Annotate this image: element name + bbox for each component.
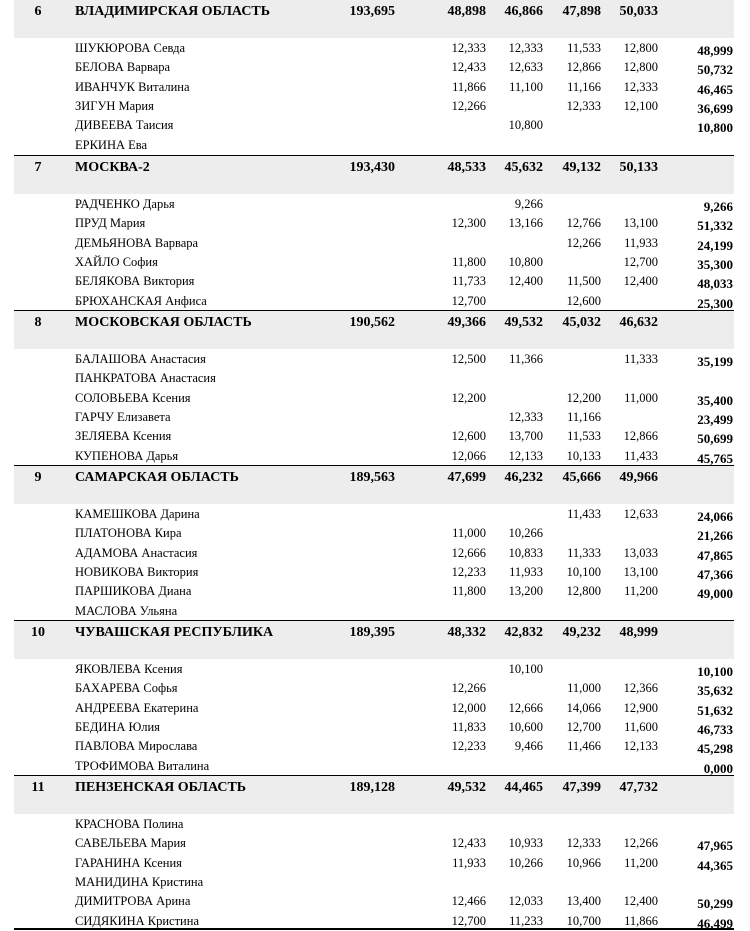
team-apparatus-score: 49,532 xyxy=(447,780,486,795)
athlete-name: БЕЛЯКОВА Виктория xyxy=(75,274,195,289)
athlete-score: 13,100 xyxy=(623,216,658,231)
athlete-score: 10,133 xyxy=(566,448,601,463)
athlete-score: 12,700 xyxy=(623,254,658,269)
athlete-score: 12,400 xyxy=(623,894,658,909)
athlete-score: 12,600 xyxy=(451,429,486,444)
athlete-name: ПАНКРАТОВА Анастасия xyxy=(75,371,216,386)
team-total: 193,430 xyxy=(349,160,395,175)
team-apparatus-score: 48,533 xyxy=(447,160,486,175)
athlete-total: 46,733 xyxy=(697,721,733,737)
team-name: САМАРСКАЯ ОБЛАСТЬ xyxy=(75,470,239,485)
athlete-total: 35,632 xyxy=(697,683,733,699)
athlete-total: 35,400 xyxy=(697,392,733,408)
athlete-score: 12,666 xyxy=(451,545,486,560)
team-apparatus-score: 46,866 xyxy=(504,4,543,19)
athlete-score: 12,200 xyxy=(566,390,601,405)
athlete-score: 11,333 xyxy=(567,545,601,560)
athlete-score: 13,700 xyxy=(508,429,543,444)
athlete-score: 12,600 xyxy=(566,293,601,308)
athlete-score: 12,233 xyxy=(451,739,486,754)
team-total: 193,695 xyxy=(349,4,395,19)
athlete-score: 12,433 xyxy=(451,836,486,851)
athlete-total: 49,000 xyxy=(697,586,733,602)
athlete-name: САВЕЛЬЕВА Мария xyxy=(75,836,186,851)
athlete-score: 9,266 xyxy=(514,197,543,211)
team-apparatus-score: 47,732 xyxy=(619,780,658,795)
athlete-name: ЗИГУН Мария xyxy=(75,98,154,113)
athlete-score: 12,133 xyxy=(623,739,658,754)
athlete-name: НОВИКОВА Виктория xyxy=(75,564,199,579)
team-place: 10 xyxy=(31,625,45,640)
athlete-total: 50,699 xyxy=(697,431,733,447)
athlete-total: 36,699 xyxy=(697,100,733,116)
athlete-score: 9,466 xyxy=(514,739,543,754)
athlete-score: 11,733 xyxy=(452,274,486,289)
athlete-score: 10,700 xyxy=(566,913,601,928)
athlete-score: 11,166 xyxy=(567,409,601,424)
athlete-score: 10,266 xyxy=(508,855,543,870)
team-apparatus-score: 49,232 xyxy=(562,625,601,640)
athlete-total: 45,765 xyxy=(697,450,733,466)
athlete-score: 12,400 xyxy=(508,274,543,289)
athlete-score: 12,866 xyxy=(623,429,658,444)
athlete-name: КРАСНОВА Полина xyxy=(75,817,184,831)
athlete-score: 12,300 xyxy=(451,216,486,231)
athlete-score: 11,166 xyxy=(567,79,601,94)
athlete-name: МАСЛОВА Ульяна xyxy=(75,603,178,618)
athlete-score: 12,333 xyxy=(508,41,543,55)
athlete-name: БЕДИНА Юлия xyxy=(75,719,160,734)
athlete-total: 35,199 xyxy=(697,354,733,369)
athlete-score: 12,333 xyxy=(566,836,601,851)
team-name: ПЕНЗЕНСКАЯ ОБЛАСТЬ xyxy=(75,780,247,795)
athlete-name: ЕРКИНА Ева xyxy=(75,137,148,152)
athlete-score: 11,466 xyxy=(567,739,601,754)
athlete-score: 11,800 xyxy=(452,254,486,269)
team-apparatus-score: 49,966 xyxy=(619,470,658,485)
team-total: 189,128 xyxy=(349,780,395,795)
athlete-name: МАНИДИНА Кристина xyxy=(75,874,204,889)
athlete-score: 11,500 xyxy=(567,274,601,289)
team-apparatus-score: 45,632 xyxy=(504,160,543,175)
team-total: 190,562 xyxy=(349,315,395,330)
athlete-score: 11,933 xyxy=(509,564,543,579)
team-apparatus-score: 48,999 xyxy=(619,625,658,640)
athlete-score: 13,200 xyxy=(508,584,543,599)
table-bottom-rule xyxy=(14,928,734,930)
athlete-name: ПАВЛОВА Мирослава xyxy=(75,739,198,754)
athlete-score: 11,100 xyxy=(509,79,543,94)
team-place: 11 xyxy=(31,780,45,795)
team-apparatus-score: 46,232 xyxy=(504,470,543,485)
team-total: 189,563 xyxy=(349,470,395,485)
athlete-score: 13,033 xyxy=(623,545,658,560)
athlete-score: 12,800 xyxy=(623,60,658,75)
athlete-score: 12,333 xyxy=(451,41,486,55)
athlete-name: БАХАРЕВА Софья xyxy=(75,681,178,696)
athlete-score: 10,933 xyxy=(508,836,543,851)
athlete-score: 10,100 xyxy=(566,564,601,579)
team-place: 9 xyxy=(34,470,42,485)
team-apparatus-score: 47,399 xyxy=(562,780,601,795)
team-apparatus-score: 50,033 xyxy=(619,4,658,19)
athlete-score: 11,333 xyxy=(624,352,658,366)
athlete-score: 10,833 xyxy=(508,545,543,560)
athlete-score: 12,633 xyxy=(508,60,543,75)
athlete-score: 12,633 xyxy=(623,507,658,521)
athlete-score: 11,433 xyxy=(567,507,601,521)
athlete-total: 35,300 xyxy=(697,256,733,272)
team-apparatus-score: 47,898 xyxy=(562,4,601,19)
athlete-name: ЗЕЛЯЕВА Ксения xyxy=(75,429,172,444)
athlete-name: ЯКОВЛЕВА Ксения xyxy=(75,662,183,676)
athlete-score: 13,166 xyxy=(508,216,543,231)
athlete-score: 12,333 xyxy=(508,409,543,424)
team-place: 8 xyxy=(34,315,42,330)
athlete-score: 12,766 xyxy=(566,216,601,231)
athlete-score: 12,800 xyxy=(623,41,658,55)
athlete-name: СИДЯКИНА Кристина xyxy=(75,913,199,928)
team-apparatus-score: 50,133 xyxy=(619,160,658,175)
athlete-total: 50,299 xyxy=(697,896,733,912)
athlete-total: 25,300 xyxy=(697,295,733,311)
athlete-score: 12,233 xyxy=(451,564,486,579)
athlete-score: 11,233 xyxy=(509,913,543,928)
athlete-score: 10,266 xyxy=(508,526,543,541)
athlete-score: 14,066 xyxy=(566,700,601,715)
athlete-total: 24,199 xyxy=(697,237,733,253)
athlete-score: 12,700 xyxy=(566,719,601,734)
athlete-name: ДИВЕЕВА Таисия xyxy=(75,118,174,133)
athlete-name: БАЛАШОВА Анастасия xyxy=(75,352,206,366)
athlete-total: 46,465 xyxy=(697,81,733,97)
athlete-total: 10,800 xyxy=(697,120,733,136)
athlete-name: ГАРЧУ Елизавета xyxy=(75,409,171,424)
athlete-score: 12,066 xyxy=(451,448,486,463)
athlete-score: 12,200 xyxy=(451,390,486,405)
athlete-score: 12,266 xyxy=(623,836,658,851)
athlete-score: 12,700 xyxy=(451,293,486,308)
athlete-total: 47,366 xyxy=(697,566,733,582)
athlete-name: ДИМИТРОВА Арина xyxy=(75,894,191,909)
athlete-total: 0,000 xyxy=(703,760,733,776)
athlete-score: 12,700 xyxy=(451,913,486,928)
athlete-score: 12,333 xyxy=(623,79,658,94)
athlete-total: 10,100 xyxy=(697,664,733,679)
athlete-score: 11,433 xyxy=(624,448,658,463)
athlete-score: 11,600 xyxy=(624,719,658,734)
athlete-name: РАДЧЕНКО Дарья xyxy=(75,197,175,211)
athlete-score: 11,933 xyxy=(624,235,658,250)
athlete-score: 10,800 xyxy=(508,254,543,269)
athlete-score: 12,866 xyxy=(566,60,601,75)
team-place: 6 xyxy=(34,4,42,19)
athlete-score: 10,100 xyxy=(508,662,543,676)
athlete-total: 45,298 xyxy=(697,741,733,757)
athlete-score: 12,266 xyxy=(451,681,486,696)
athlete-score: 11,366 xyxy=(509,352,543,366)
athlete-total: 51,632 xyxy=(697,702,733,718)
athlete-score: 12,366 xyxy=(623,681,658,696)
athlete-score: 11,533 xyxy=(567,429,601,444)
athlete-name: ДЕМЬЯНОВА Варвара xyxy=(75,235,199,250)
team-total: 189,395 xyxy=(349,625,395,640)
athlete-score: 11,800 xyxy=(452,584,486,599)
athlete-score: 11,933 xyxy=(452,855,486,870)
athlete-score: 11,533 xyxy=(567,41,601,55)
athlete-name: ПЛАТОНОВА Кира xyxy=(75,526,182,541)
athlete-name: ТРОФИМОВА Виталина xyxy=(75,758,210,773)
athlete-total: 51,332 xyxy=(697,218,733,234)
athlete-score: 12,800 xyxy=(566,584,601,599)
athlete-score: 12,033 xyxy=(508,894,543,909)
athlete-name: ГАРАНИНА Ксения xyxy=(75,855,182,870)
athlete-score: 12,333 xyxy=(566,98,601,113)
athlete-name: БРЮХАНСКАЯ Анфиса xyxy=(75,293,207,308)
team-apparatus-score: 49,532 xyxy=(504,315,543,330)
athlete-score: 12,266 xyxy=(566,235,601,250)
athlete-name: ИВАНЧУК Виталина xyxy=(75,79,190,94)
team-apparatus-score: 49,366 xyxy=(447,315,486,330)
athlete-score: 12,900 xyxy=(623,700,658,715)
athlete-total: 9,266 xyxy=(703,199,733,214)
athlete-total: 47,865 xyxy=(697,547,733,563)
team-name: ВЛАДИМИРСКАЯ ОБЛАСТЬ xyxy=(75,4,271,19)
team-apparatus-score: 47,699 xyxy=(447,470,486,485)
team-apparatus-score: 45,666 xyxy=(562,470,601,485)
athlete-score: 11,866 xyxy=(452,79,486,94)
athlete-score: 12,666 xyxy=(508,700,543,715)
team-name: МОСКОВСКАЯ ОБЛАСТЬ xyxy=(75,315,252,330)
athlete-name: АДАМОВА Анастасия xyxy=(75,545,198,560)
athlete-total: 46,499 xyxy=(697,915,733,931)
team-apparatus-score: 42,832 xyxy=(504,625,543,640)
athlete-score: 12,133 xyxy=(508,448,543,463)
athlete-score: 12,100 xyxy=(623,98,658,113)
athlete-score: 11,833 xyxy=(452,719,486,734)
athlete-total: 24,066 xyxy=(697,509,733,524)
athlete-score: 11,866 xyxy=(624,913,658,928)
athlete-name: ШУКЮРОВА Севда xyxy=(75,41,186,55)
team-apparatus-score: 48,332 xyxy=(447,625,486,640)
athlete-score: 11,000 xyxy=(567,681,601,696)
athlete-name: ХАЙЛО София xyxy=(75,254,158,269)
athlete-total: 44,365 xyxy=(697,857,733,873)
athlete-total: 48,033 xyxy=(697,276,733,292)
athlete-total: 50,732 xyxy=(697,62,733,78)
team-apparatus-score: 49,132 xyxy=(562,160,601,175)
team-name: ЧУВАШСКАЯ РЕСПУБЛИКА xyxy=(75,625,274,640)
athlete-score: 10,966 xyxy=(566,855,601,870)
team-place: 7 xyxy=(34,160,42,175)
athlete-score: 11,200 xyxy=(624,855,658,870)
athlete-name: БЕЛОВА Варвара xyxy=(75,60,171,75)
team-apparatus-score: 44,465 xyxy=(504,780,543,795)
athlete-score: 11,000 xyxy=(452,526,486,541)
athlete-total: 21,266 xyxy=(697,528,733,544)
athlete-total: 47,965 xyxy=(697,838,733,854)
team-apparatus-score: 45,032 xyxy=(562,315,601,330)
athlete-name: ПАРШИКОВА Диана xyxy=(75,584,192,599)
athlete-total: 48,999 xyxy=(697,43,733,58)
athlete-score: 12,000 xyxy=(451,700,486,715)
athlete-score: 13,100 xyxy=(623,564,658,579)
athlete-score: 11,000 xyxy=(624,390,658,405)
athlete-score: 10,800 xyxy=(508,118,543,133)
team-apparatus-score: 46,632 xyxy=(619,315,658,330)
athlete-score: 12,400 xyxy=(623,274,658,289)
team-apparatus-score: 48,898 xyxy=(447,4,486,19)
athlete-name: КАМЕШКОВА Дарина xyxy=(75,507,200,521)
athlete-score: 11,200 xyxy=(624,584,658,599)
team-name: МОСКВА-2 xyxy=(75,160,150,175)
athlete-name: КУПЕНОВА Дарья xyxy=(75,448,179,463)
athlete-score: 13,400 xyxy=(566,894,601,909)
athlete-score: 12,466 xyxy=(451,894,486,909)
athlete-score: 10,600 xyxy=(508,719,543,734)
athlete-name: ПРУД Мария xyxy=(75,216,146,231)
athlete-name: СОЛОВЬЕВА Ксения xyxy=(75,390,191,405)
athlete-score: 12,433 xyxy=(451,60,486,75)
athlete-name: АНДРЕЕВА Екатерина xyxy=(75,700,199,715)
athlete-score: 12,500 xyxy=(451,352,486,366)
athlete-score: 12,266 xyxy=(451,98,486,113)
athlete-total: 23,499 xyxy=(697,411,733,427)
